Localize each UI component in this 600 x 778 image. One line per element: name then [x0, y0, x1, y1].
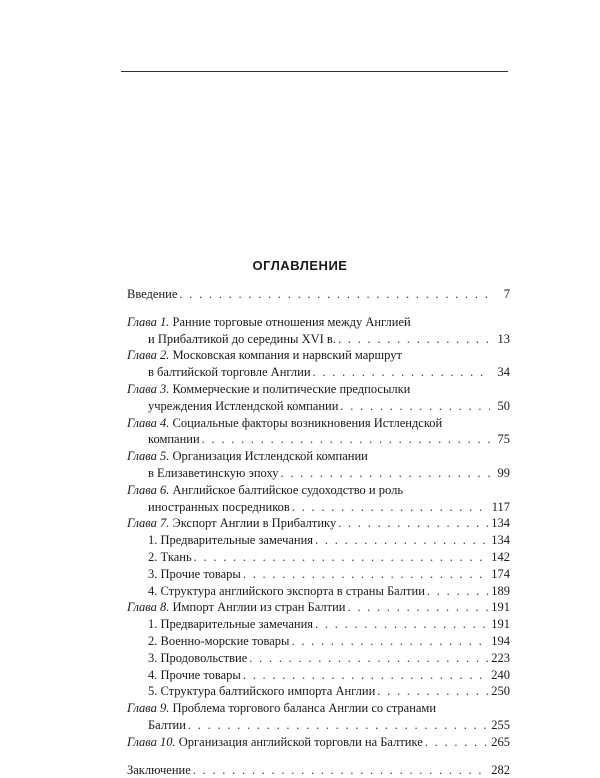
toc-title: ОГЛАВЛЕНИЕ [252, 258, 348, 273]
page-number: 75 [497, 432, 510, 447]
toc-chapter-1[interactable]: Глава 1. Ранние торговые отношения между Англией [127, 314, 411, 329]
toc-section[interactable]: 3. Продовольствие . . . 223 [127, 650, 510, 667]
page-number: 134 [491, 533, 510, 548]
toc-entry-conclusion[interactable]: Заключение . . . 282 [127, 762, 510, 778]
table-of-contents: Введение . . . 7 Глава 1. Ранние торговые отношения между Англией и Прибалтикой до середины XVI в. . . . 13 Глава 2. Московская компания и нарвский маршрут в балтийской торговле Англии . . . 34 Глава 3. Коммерческие и политические предпосылки учреждения Истлендской компании . . . 50 Глава 4. Социальные факторы возникновения Истлендской компании . . . 75 Глава 5. Организация Истлендской компании в Елизаветинскую эпоху . . . 99 Глава 6. Английское балтийское судоходство и роль иностранных посредников . . . 117 Глава 7. Экспорт Англии в Прибалтику . . . 134 1. Предварительные замечания . . . 134 2. Ткань . . . 142 3. Прочие товары . . . 174 4. Структура английского экспорта в страны Балтии . . . 189 Глава 8. Импорт Англии из стран Балтии . . . 191 1. Предварительные замечания . . . 191 2. Военно-морские товары . . . 194 3. Продовольствие . . . 223 4. Прочие товары . . . 240 5. Структура балтийского импорта Англии . . . 250 Глава 9. Проблема торгового баланса Англии со странами Балтии . . . 255 Глава 10. Организация английской торговли на Балтике . . . 265 Заключение . . . 282 [127, 286, 510, 778]
page-number: 7 [503, 287, 510, 301]
page-number: 50 [497, 398, 510, 413]
page-number: 282 [491, 762, 510, 777]
toc-section[interactable]: 5. Структура балтийского импорта Англии . . . 250 [127, 683, 510, 700]
toc-chapter-7[interactable]: Глава 7. Экспорт Англии в Прибалтику . . . 134 [127, 515, 510, 532]
page-number: 255 [491, 717, 510, 732]
page-number: 174 [491, 566, 510, 581]
toc-section[interactable]: 1. Предварительные замечания . . . 134 [127, 532, 510, 549]
toc-entry-introduction[interactable]: Введение . . . 7 [127, 286, 510, 303]
page-number: 34 [497, 365, 510, 380]
toc-chapter-2[interactable]: Глава 2. Московская компания и нарвский маршрут [127, 348, 402, 363]
page-number: 191 [491, 600, 510, 615]
header-rule [121, 71, 508, 72]
toc-chapter-8[interactable]: Глава 8. Импорт Англии из стран Балтии . . . 191 [127, 599, 510, 616]
toc-section[interactable]: 4. Структура английского экспорта в страны Балтии . . . 189 [127, 583, 510, 600]
page-number: 142 [491, 549, 510, 564]
page-number: 250 [491, 684, 510, 699]
toc-chapter-3[interactable]: Глава 3. Коммерческие и политические предпосылки [127, 381, 411, 396]
page-number: 13 [497, 331, 510, 346]
toc-chapter-9[interactable]: Глава 9. Проблема торгового баланса Англии со странами [127, 701, 437, 716]
page-number: 223 [491, 650, 510, 665]
toc-chapter-4[interactable]: Глава 4. Социальные факторы возникновения Истлендской [127, 415, 443, 430]
page-number: 265 [491, 734, 510, 749]
toc-section[interactable]: 4. Прочие товары . . . 240 [127, 667, 510, 684]
page-number: 194 [491, 633, 510, 648]
toc-section[interactable]: 3. Прочие товары . . . 174 [127, 566, 510, 583]
page-number: 134 [491, 516, 510, 531]
page-number: 189 [491, 583, 510, 598]
toc-section[interactable]: 1. Предварительные замечания . . . 191 [127, 616, 510, 633]
page-number: 117 [491, 499, 510, 514]
toc-chapter-5[interactable]: Глава 5. Организация Истлендской компании [127, 449, 368, 464]
toc-chapter-6[interactable]: Глава 6. Английское балтийское судоходство и роль [127, 482, 404, 497]
toc-section[interactable]: 2. Ткань . . . 142 [127, 549, 510, 566]
page-number: 240 [491, 667, 510, 682]
page-number: 191 [491, 617, 510, 632]
toc-chapter-10[interactable]: Глава 10. Организация английской торговли на Балтике . . . 265 [127, 734, 510, 751]
page-number: 99 [497, 465, 510, 480]
toc-section[interactable]: 2. Военно-морские товары . . . 194 [127, 633, 510, 650]
